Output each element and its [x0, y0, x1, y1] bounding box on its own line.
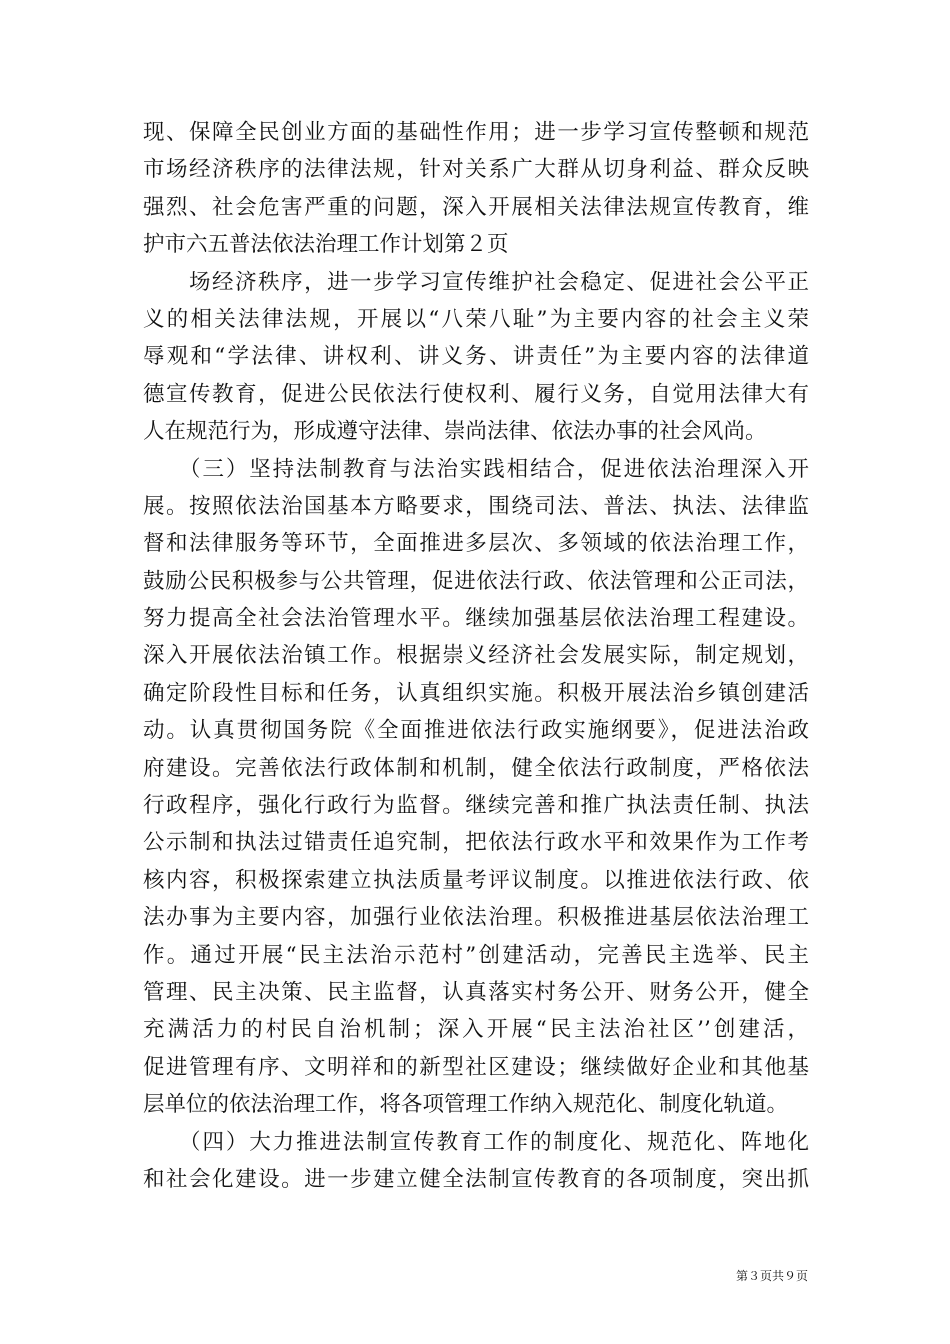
text-line: 作。通过开展“民主法治示范村”创建活动，完善民主选举、民主: [143, 942, 809, 968]
text-line: 核内容，积极探索建立执法质量考评议制度。以推进依法行政、依: [143, 867, 809, 893]
text-line: 府建设。完善依法行政体制和机制，健全依法行政制度，严格依法: [143, 755, 809, 781]
text-line: 展。按照依法治国基本方略要求，围绕司法、普法、执法、法律监: [143, 493, 809, 519]
text-line: 法办事为主要内容，加强行业依法治理。积极推进基层依法治理工: [143, 905, 809, 931]
text-line: 管理、民主决策、民主监督，认真落实村务公开、财务公开，健全: [143, 979, 809, 1005]
text-line: 充满活力的村民自治机制；深入开展“民主法治社区’’创建活，: [143, 1017, 809, 1043]
text-line: 辱观和“学法律、讲权利、讲义务、讲责任”为主要内容的法律道: [143, 344, 809, 370]
text-line: 现、保障全民创业方面的基础性作用；进一步学习宣传整顿和规范: [143, 120, 809, 145]
text-line: 动。认真贯彻国务院《全面推进依法行政实施纲要》，促进法治政: [143, 718, 809, 744]
text-line: （三）坚持法制教育与法治实践相结合，促进依法治理深入开: [143, 456, 809, 482]
text-line: 鼓励公民积极参与公共管理，促进依法行政、依法管理和公正司法，: [143, 568, 809, 594]
text-line: 护市六五普法依法治理工作计划第２页: [143, 232, 509, 258]
text-line: 义的相关法律法规，开展以“八荣八耻”为主要内容的社会主义荣: [143, 306, 809, 332]
text-line: 市场经济秩序的法律法规，针对关系广大群从切身利益、群众反映: [143, 157, 809, 183]
text-line: 促进管理有序、文明祥和的新型社区建设；继续做好企业和其他基: [143, 1054, 809, 1080]
text-line: （四）大力推进法制宣传教育工作的制度化、规范化、阵地化: [143, 1129, 809, 1155]
text-line: 努力提高全社会法治管理水平。继续加强基层依法治理工程建设。: [143, 606, 809, 632]
text-line: 场经济秩序，进一步学习宣传维护社会稳定、促进社会公平正: [143, 269, 809, 295]
text-line: 层单位的依法治理工作，将各项管理工作纳入规范化、制度化轨道。: [143, 1092, 789, 1118]
text-line: 人在规范行为，形成遵守法律、崇尚法律、依法办事的社会风尚。: [143, 419, 767, 445]
page-number-footer: 第３页共９页: [735, 1269, 808, 1283]
text-line: 公示制和执法过错责任追究制，把依法行政水平和效果作为工作考: [143, 830, 809, 856]
text-line: 督和法律服务等环节，全面推进多层次、多领域的依法治理工作，: [143, 531, 809, 557]
text-line: 和社会化建设。进一步建立健全法制宣传教育的各项制度，突出抓: [143, 1166, 809, 1192]
text-line: 确定阶段性目标和任务，认真组织实施。积极开展法治乡镇创建活: [143, 680, 809, 706]
text-line: 德宣传教育，促进公民依法行使权利、履行义务，自觉用法律大有: [143, 381, 809, 407]
text-line: 行政程序，强化行政行为监督。继续完善和推广执法责任制、执法: [143, 793, 809, 819]
text-line: 深入开展依法治镇工作。根据崇义经济社会发展实际，制定规划，: [143, 643, 809, 669]
text-line: 强烈、社会危害严重的问题，深入开展相关法律法规宣传教育，维: [143, 194, 809, 220]
body-text: [143, 114, 809, 1198]
